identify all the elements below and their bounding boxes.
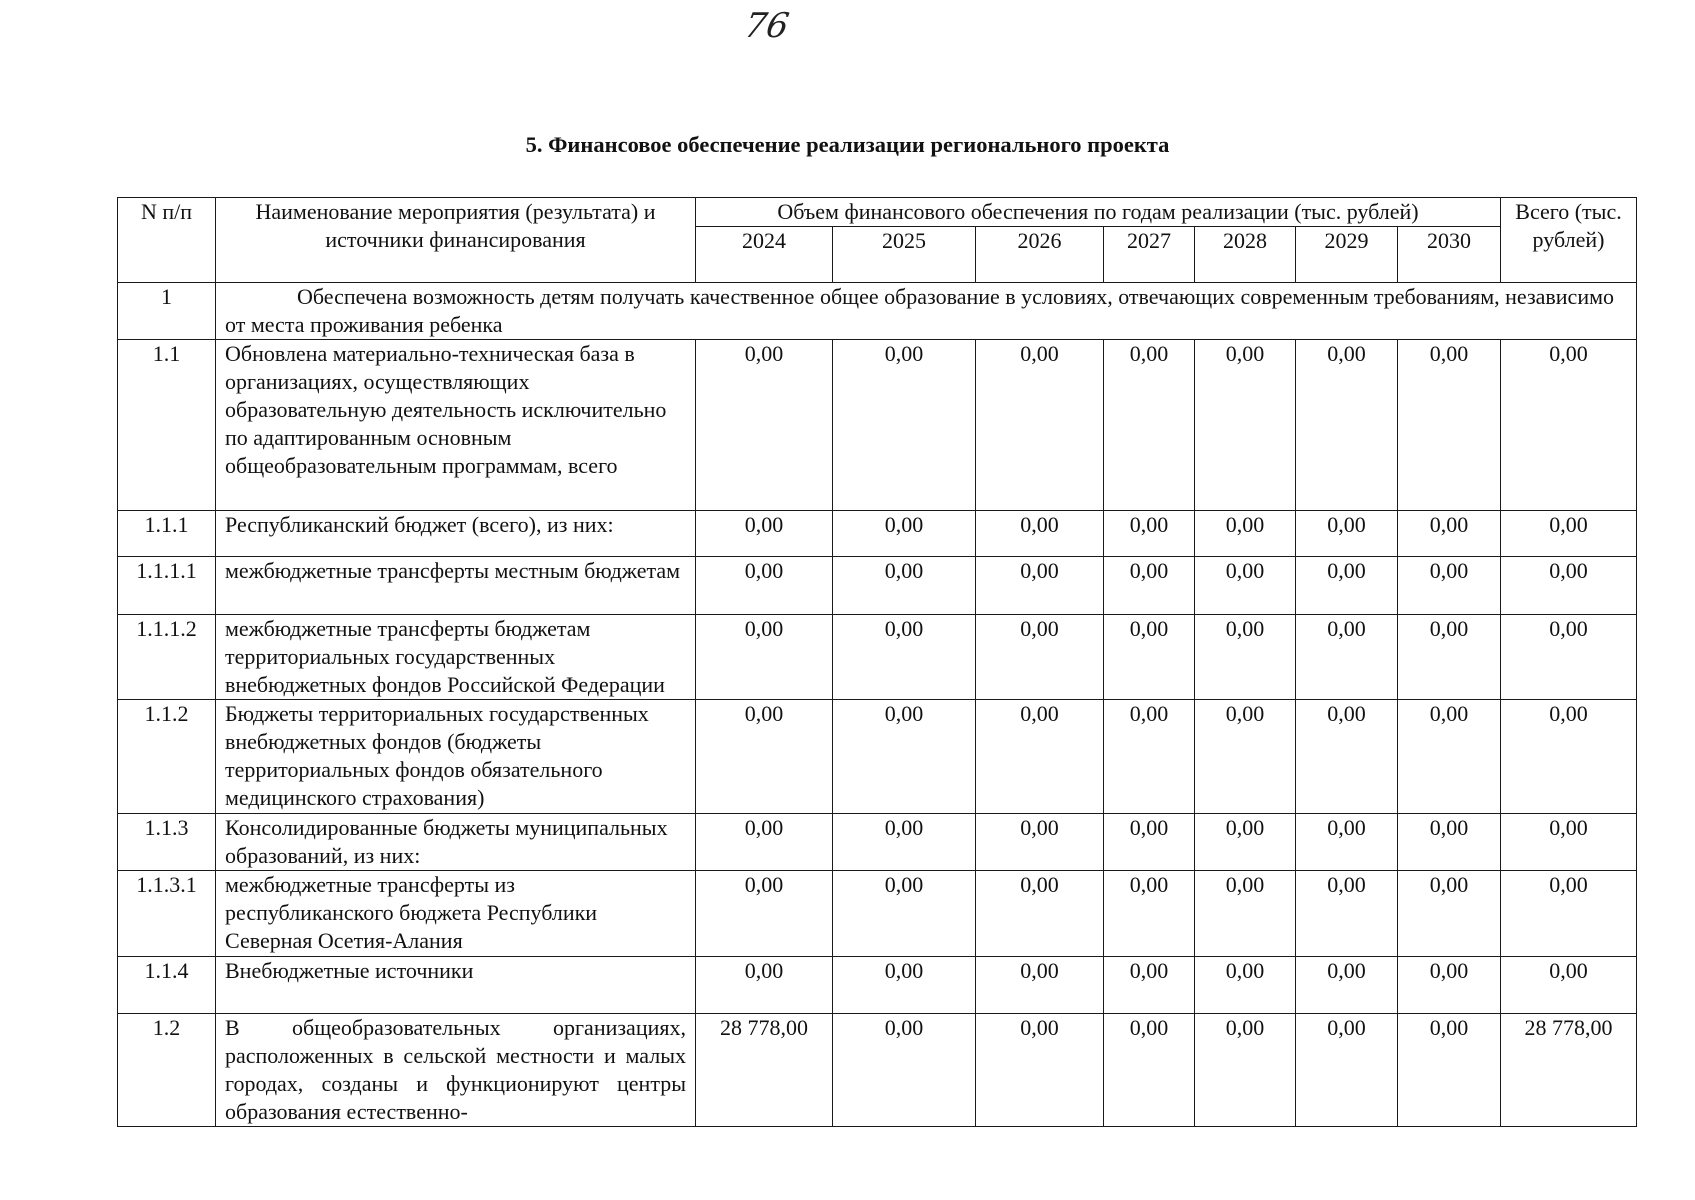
header-year: 2028 [1195, 227, 1296, 283]
row-year-amount: 0,00 [1398, 871, 1501, 957]
row-number: 1.1.1 [118, 511, 216, 557]
row-year-amount: 0,00 [976, 557, 1104, 615]
section-row [118, 283, 1637, 340]
row-year-amount: 0,00 [1296, 814, 1398, 871]
row-year-amount: 0,00 [1195, 1014, 1296, 1127]
row-year-amount: 0,00 [1104, 557, 1195, 615]
row-year-amount: 0,00 [976, 615, 1104, 700]
row-year-amount: 0,00 [1104, 957, 1195, 1014]
row-year-amount: 0,00 [976, 511, 1104, 557]
row-name: Бюджеты территориальных государственных внебюджетных фондов (бюджеты территориальных фондов обязательного медицинского страхования) [216, 700, 696, 814]
header-year: 2027 [1104, 227, 1195, 283]
row-year-amount: 0,00 [976, 871, 1104, 957]
row-year-amount: 0,00 [1104, 700, 1195, 814]
page-number: 76 [741, 6, 792, 46]
row-year-amount: 0,00 [976, 814, 1104, 871]
row-name: межбюджетные трансферты местным бюджетам [216, 557, 696, 615]
row-number: 1.1 [118, 340, 216, 511]
header-year: 2029 [1296, 227, 1398, 283]
document-title: 5. Финансовое обеспечение реализации регионального проекта [525, 132, 1170, 157]
table-row [118, 340, 1637, 511]
header-year: 2026 [976, 227, 1104, 283]
row-name: межбюджетные трансферты из республиканского бюджета Республики Северная Осетия-Алания [216, 871, 696, 957]
row-name: межбюджетные трансферты бюджетам территориальных государственных внебюджетных фондов Российской Федерации [216, 615, 696, 700]
row-total-amount: 0,00 [1501, 511, 1637, 557]
table-row [118, 1014, 1637, 1127]
row-year-amount: 0,00 [696, 700, 833, 814]
row-year-amount: 0,00 [696, 557, 833, 615]
row-year-amount: 0,00 [1398, 700, 1501, 814]
row-year-amount: 0,00 [1104, 340, 1195, 511]
row-year-amount: 0,00 [833, 700, 976, 814]
row-total-amount: 0,00 [1501, 700, 1637, 814]
row-year-amount: 0,00 [1195, 957, 1296, 1014]
row-year-amount: 0,00 [1398, 511, 1501, 557]
row-year-amount: 0,00 [1296, 700, 1398, 814]
row-year-amount: 0,00 [833, 557, 976, 615]
row-number: 1.1.2 [118, 700, 216, 814]
header-year: 2030 [1398, 227, 1501, 283]
row-year-amount: 0,00 [1195, 615, 1296, 700]
row-name: В общеобразовательных организациях, расположенных в сельской местности и малых городах, созданы и функционируют центры образования естественно- [216, 1014, 696, 1127]
row-year-amount: 0,00 [1296, 871, 1398, 957]
row-year-amount: 0,00 [1296, 615, 1398, 700]
row-year-amount: 0,00 [1195, 557, 1296, 615]
header-year: 2024 [696, 227, 833, 283]
row-total-amount: 28 778,00 [1501, 1014, 1637, 1127]
row-year-amount: 0,00 [976, 1014, 1104, 1127]
row-total-amount: 0,00 [1501, 615, 1637, 700]
table-row [118, 814, 1637, 871]
row-year-amount: 0,00 [696, 871, 833, 957]
row-number: 1.1.1.2 [118, 615, 216, 700]
row-year-amount: 0,00 [1195, 814, 1296, 871]
row-year-amount: 0,00 [976, 957, 1104, 1014]
table-row [118, 871, 1637, 957]
table-row [118, 557, 1637, 615]
row-year-amount: 0,00 [833, 1014, 976, 1127]
row-year-amount: 0,00 [1296, 557, 1398, 615]
row-total-amount: 0,00 [1501, 340, 1637, 511]
header-year: 2025 [833, 227, 976, 283]
row-year-amount: 0,00 [1195, 511, 1296, 557]
row-year-amount: 0,00 [696, 957, 833, 1014]
header-total: Всего (тыс. рублей) [1501, 198, 1637, 283]
row-year-amount: 0,00 [1296, 957, 1398, 1014]
row-total-amount: 0,00 [1501, 814, 1637, 871]
row-name: Консолидированные бюджеты муниципальных образований, из них: [216, 814, 696, 871]
row-year-amount: 0,00 [1398, 557, 1501, 615]
row-year-amount: 28 778,00 [696, 1014, 833, 1127]
row-year-amount: 0,00 [1104, 871, 1195, 957]
row-total-amount: 0,00 [1501, 557, 1637, 615]
row-number: 1.1.4 [118, 957, 216, 1014]
row-year-amount: 0,00 [833, 814, 976, 871]
section-number: 1 [118, 283, 216, 340]
row-year-amount: 0,00 [1104, 1014, 1195, 1127]
row-year-amount: 0,00 [1296, 511, 1398, 557]
row-year-amount: 0,00 [1195, 340, 1296, 511]
financing-table [117, 197, 1637, 1127]
row-name: Обновлена материально-техническая база в организациях, осуществляющих образовательную деятельность исключительно по адаптированным основным общеобразовательным программам, всего [216, 340, 696, 511]
row-year-amount: 0,00 [1195, 871, 1296, 957]
section-text: Обеспечена возможность детям получать качественное общее образование в условиях, отвечающих современным требованиям, независимо от места проживания ребенка [216, 283, 1637, 340]
row-total-amount: 0,00 [1501, 871, 1637, 957]
row-year-amount: 0,00 [976, 700, 1104, 814]
row-number: 1.1.1.1 [118, 557, 216, 615]
row-year-amount: 0,00 [1296, 1014, 1398, 1127]
row-year-amount: 0,00 [1398, 1014, 1501, 1127]
row-year-amount: 0,00 [833, 511, 976, 557]
header-name: Наименование мероприятия (результата) и источники финансирования [216, 198, 696, 283]
table-row [118, 615, 1637, 700]
header-volume: Объем финансового обеспечения по годам реализации (тыс. рублей) [696, 198, 1501, 227]
header-num: N п/п [118, 198, 216, 283]
row-year-amount: 0,00 [833, 871, 976, 957]
row-year-amount: 0,00 [696, 340, 833, 511]
row-year-amount: 0,00 [696, 814, 833, 871]
row-year-amount: 0,00 [1104, 615, 1195, 700]
row-year-amount: 0,00 [1104, 814, 1195, 871]
row-year-amount: 0,00 [696, 511, 833, 557]
row-year-amount: 0,00 [1398, 615, 1501, 700]
table-row [118, 511, 1637, 557]
row-year-amount: 0,00 [833, 615, 976, 700]
row-number: 1.1.3.1 [118, 871, 216, 957]
row-year-amount: 0,00 [976, 340, 1104, 511]
row-year-amount: 0,00 [1104, 511, 1195, 557]
row-year-amount: 0,00 [696, 615, 833, 700]
row-name: Республиканский бюджет (всего), из них: [216, 511, 696, 557]
row-year-amount: 0,00 [833, 957, 976, 1014]
row-year-amount: 0,00 [1398, 957, 1501, 1014]
row-year-amount: 0,00 [1398, 340, 1501, 511]
row-year-amount: 0,00 [1195, 700, 1296, 814]
header-row-1 [118, 198, 1637, 227]
row-number: 1.2 [118, 1014, 216, 1127]
row-total-amount: 0,00 [1501, 957, 1637, 1014]
table-row [118, 957, 1637, 1014]
row-year-amount: 0,00 [1296, 340, 1398, 511]
row-year-amount: 0,00 [833, 340, 976, 511]
row-name: Внебюджетные источники [216, 957, 696, 1014]
table-row [118, 700, 1637, 814]
row-number: 1.1.3 [118, 814, 216, 871]
row-year-amount: 0,00 [1398, 814, 1501, 871]
